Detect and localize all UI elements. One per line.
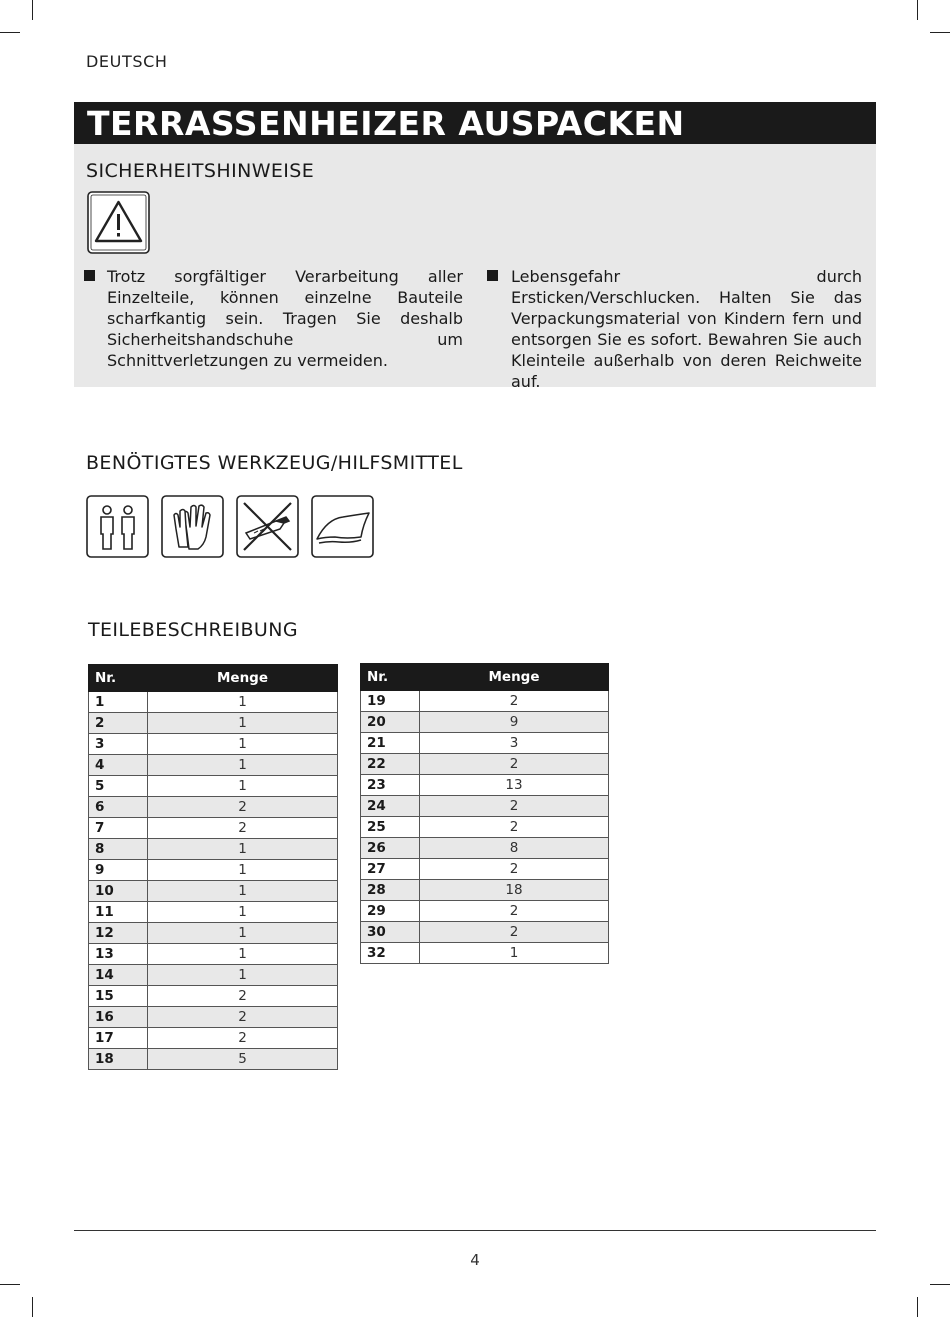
table-row (89, 986, 338, 1007)
part-quantity: 1 (148, 776, 338, 797)
part-quantity: 1 (148, 860, 338, 881)
safety-heading: SICHERHEITSHINWEISE (86, 160, 315, 182)
warning-triangle-icon (87, 191, 150, 254)
part-quantity: 13 (420, 775, 609, 796)
table-row (361, 838, 609, 859)
part-number: 15 (89, 986, 148, 1007)
gloves-icon (161, 495, 224, 558)
crop-mark (930, 32, 950, 33)
table-row (89, 818, 338, 839)
crop-mark (32, 1297, 33, 1317)
part-quantity: 1 (148, 713, 338, 734)
bullet-marker (84, 270, 95, 281)
part-number: 25 (361, 817, 420, 838)
table-row (361, 733, 609, 754)
table-row (361, 859, 609, 880)
part-number: 17 (89, 1028, 148, 1049)
part-number: 3 (89, 734, 148, 755)
page-number: 4 (470, 1251, 480, 1269)
part-quantity: 9 (420, 712, 609, 733)
table-row (89, 860, 338, 881)
part-number: 5 (89, 776, 148, 797)
part-number: 7 (89, 818, 148, 839)
crop-mark (0, 32, 20, 33)
part-number: 32 (361, 943, 420, 964)
crop-mark (930, 1284, 950, 1285)
no-cutter-icon (236, 495, 299, 558)
column-header-menge: Menge (148, 665, 338, 692)
table-row (361, 754, 609, 775)
part-quantity: 2 (148, 1007, 338, 1028)
part-number: 4 (89, 755, 148, 776)
part-quantity: 1 (148, 881, 338, 902)
parts-heading: TEILEBESCHREIBUNG (88, 619, 298, 641)
table-row (89, 902, 338, 923)
part-number: 24 (361, 796, 420, 817)
part-number: 8 (89, 839, 148, 860)
part-quantity: 2 (148, 1028, 338, 1049)
part-quantity: 2 (148, 986, 338, 1007)
part-quantity: 1 (148, 692, 338, 713)
part-number: 1 (89, 692, 148, 713)
table-row (89, 692, 338, 713)
table-row (361, 817, 609, 838)
table-row (361, 922, 609, 943)
part-number: 9 (89, 860, 148, 881)
part-number: 27 (361, 859, 420, 880)
table-row (361, 796, 609, 817)
part-number: 13 (89, 944, 148, 965)
part-number: 21 (361, 733, 420, 754)
footer-divider (74, 1230, 876, 1231)
cloth-icon (311, 495, 374, 558)
safety-text-right: Lebensgefahr durch Ersticken/Verschlucken. Halten Sie das Verpackungsmaterial von Kindern fern und entsorgen Sie es sofort. Bewahren Sie auch Kleinteile außerhalb von deren Reichweite auf. (511, 267, 862, 391)
part-quantity: 2 (420, 817, 609, 838)
part-quantity: 2 (420, 901, 609, 922)
table-row (89, 1049, 338, 1070)
table-row (89, 965, 338, 986)
table-row (89, 944, 338, 965)
parts-table-right (360, 663, 609, 964)
part-quantity: 1 (148, 839, 338, 860)
table-row (89, 839, 338, 860)
table-row (89, 755, 338, 776)
part-quantity: 1 (420, 943, 609, 964)
table-row (361, 901, 609, 922)
table-row (361, 691, 609, 712)
part-number: 28 (361, 880, 420, 901)
page-title: TERRASSENHEIZER AUSPACKEN (87, 104, 685, 143)
table-row (361, 880, 609, 901)
two-persons-icon (86, 495, 149, 558)
part-quantity: 2 (420, 859, 609, 880)
part-number: 22 (361, 754, 420, 775)
table-row (89, 734, 338, 755)
part-quantity: 1 (148, 944, 338, 965)
part-number: 16 (89, 1007, 148, 1028)
part-number: 2 (89, 713, 148, 734)
part-quantity: 3 (420, 733, 609, 754)
part-quantity: 1 (148, 755, 338, 776)
part-quantity: 2 (148, 797, 338, 818)
table-row (89, 1007, 338, 1028)
part-quantity: 8 (420, 838, 609, 859)
part-quantity: 5 (148, 1049, 338, 1070)
part-number: 14 (89, 965, 148, 986)
part-number: 6 (89, 797, 148, 818)
tools-heading: BENÖTIGTES WERKZEUG/HILFSMITTEL (86, 452, 463, 474)
title-bar (74, 102, 876, 144)
part-quantity: 2 (420, 754, 609, 775)
part-quantity: 2 (420, 796, 609, 817)
part-number: 29 (361, 901, 420, 922)
part-number: 11 (89, 902, 148, 923)
part-number: 10 (89, 881, 148, 902)
table-row (89, 881, 338, 902)
table-row (89, 923, 338, 944)
part-quantity: 1 (148, 734, 338, 755)
crop-mark (917, 0, 918, 20)
part-number: 20 (361, 712, 420, 733)
table-row (361, 775, 609, 796)
part-quantity: 2 (420, 922, 609, 943)
table-row (361, 943, 609, 964)
table-row (361, 712, 609, 733)
table-row (89, 797, 338, 818)
part-quantity: 1 (148, 902, 338, 923)
part-quantity: 2 (148, 818, 338, 839)
bullet-marker (487, 270, 498, 281)
part-quantity: 1 (148, 965, 338, 986)
table-row (89, 713, 338, 734)
crop-mark (32, 0, 33, 20)
parts-table-left (88, 664, 338, 1070)
language-label: DEUTSCH (86, 52, 168, 71)
part-quantity: 1 (148, 923, 338, 944)
crop-mark (0, 1284, 20, 1285)
part-number: 19 (361, 691, 420, 712)
part-number: 30 (361, 922, 420, 943)
table-row (89, 776, 338, 797)
column-header-nr: Nr. (89, 665, 148, 692)
crop-mark (917, 1297, 918, 1317)
part-number: 26 (361, 838, 420, 859)
part-number: 18 (89, 1049, 148, 1070)
part-quantity: 18 (420, 880, 609, 901)
safety-text-left: Trotz sorgfältiger Verarbeitung aller Einzelteile, können einzelne Bauteile scharfkantig sein. Tragen Sie deshalb Sicherheitshandschuhe um Schnittverletzungen zu vermeiden. (107, 267, 463, 370)
column-header-nr: Nr. (361, 664, 420, 691)
part-number: 12 (89, 923, 148, 944)
part-number: 23 (361, 775, 420, 796)
part-quantity: 2 (420, 691, 609, 712)
table-row (89, 1028, 338, 1049)
column-header-menge: Menge (420, 664, 609, 691)
